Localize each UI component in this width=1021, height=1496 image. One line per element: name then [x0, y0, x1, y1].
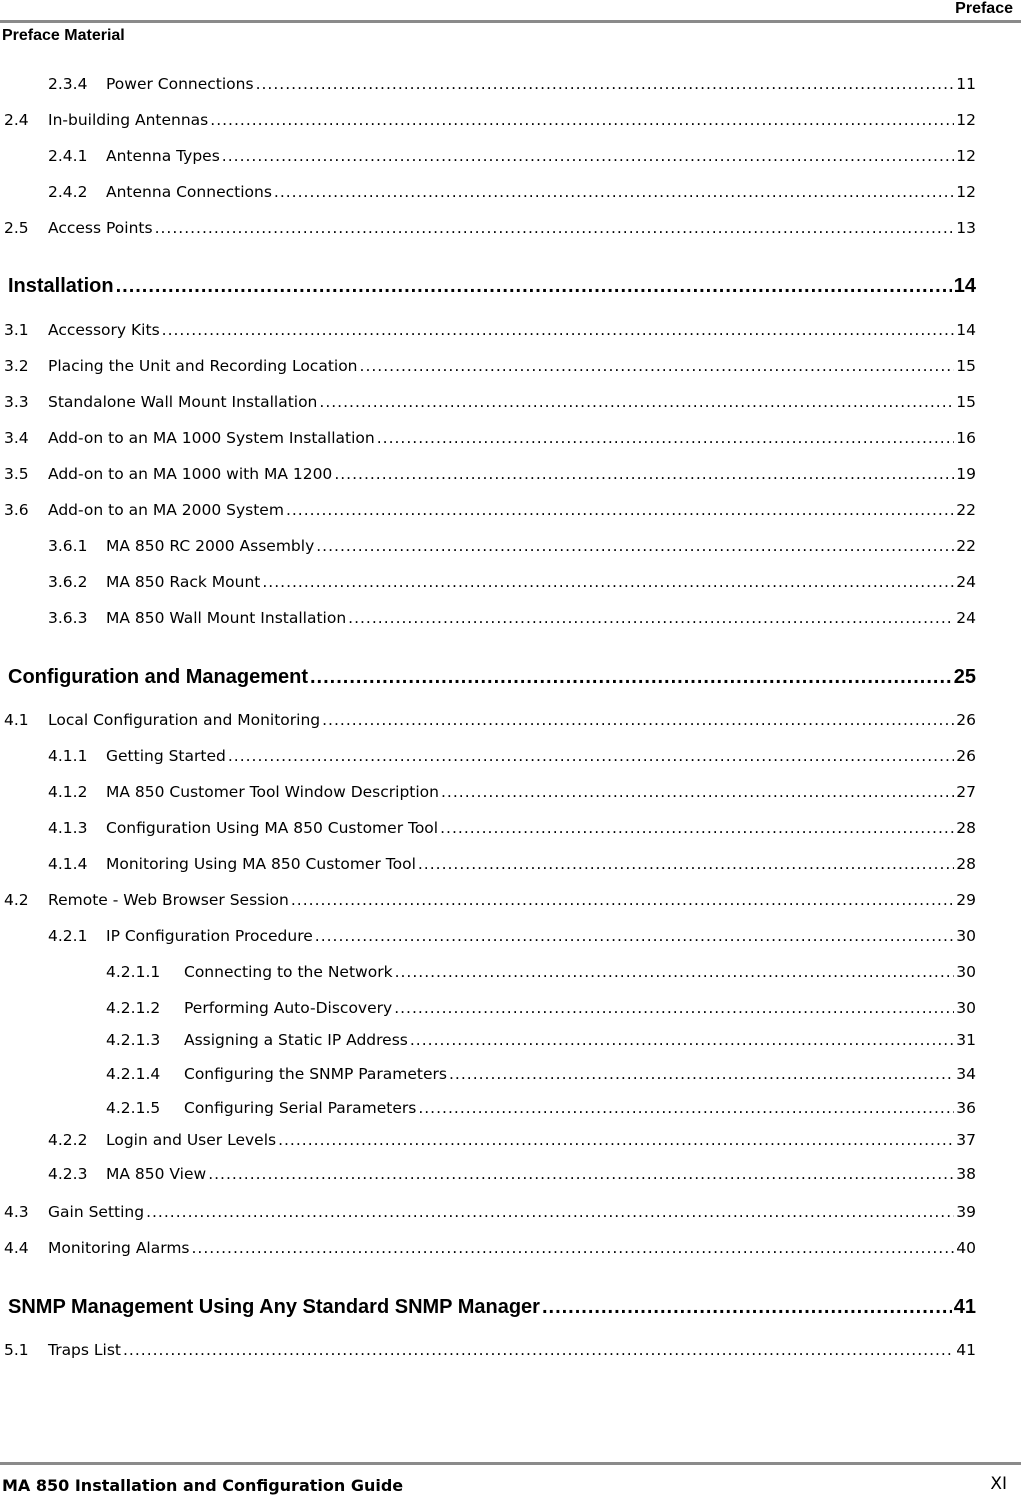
toc-entry-number: 4.2.1.5	[106, 1099, 161, 1117]
toc-entry-number: 4.1	[4, 711, 29, 729]
toc-entry-page: 15	[956, 357, 976, 375]
header-rule	[0, 20, 1021, 23]
toc-entry-page: 34	[956, 1065, 976, 1083]
toc-entry[interactable]	[4, 110, 976, 130]
toc-entry-title: MA 850 RC 2000 Assembly	[106, 537, 315, 555]
toc-dot-leader	[449, 1064, 954, 1084]
toc-entry[interactable]	[48, 608, 976, 628]
toc-entry-number: 2.4	[4, 111, 29, 129]
toc-entry[interactable]	[48, 782, 976, 802]
header-title-left: Preface Material	[2, 27, 125, 44]
toc-entry-title: Add-on to an MA 1000 with MA 1200	[48, 465, 333, 483]
toc-entry-title: Placing the Unit and Recording Location	[48, 357, 358, 375]
toc-entry-number: 4.3	[4, 1203, 29, 1221]
toc-entry-page: 31	[956, 1031, 976, 1049]
toc-chapter-entry[interactable]	[8, 1294, 976, 1320]
toc-dot-leader	[542, 1294, 952, 1320]
toc-entry-title: Installation	[8, 275, 114, 297]
toc-entry-title: Monitoring Using MA 850 Customer Tool	[106, 855, 416, 873]
toc-entry-page: 26	[956, 711, 976, 729]
footer-document-title: MA 850 Installation and Configuration Guide	[2, 1476, 404, 1495]
toc-entry-page: 37	[956, 1131, 976, 1149]
toc-entry-page: 16	[956, 429, 976, 447]
toc-entry-title: Power Connections	[106, 75, 254, 93]
toc-dot-leader	[162, 320, 955, 340]
toc-entry-number: 3.6.1	[48, 537, 88, 555]
toc-entry-page: 38	[956, 1165, 976, 1183]
toc-entry-title: Add-on to an MA 1000 System Installation	[48, 429, 375, 447]
toc-entry[interactable]	[4, 356, 976, 376]
toc-entry-number: 3.6	[4, 501, 29, 519]
toc-dot-leader	[315, 926, 954, 946]
toc-entry[interactable]	[4, 218, 976, 238]
toc-entry-number: 2.4.2	[48, 183, 88, 201]
toc-entry-title: Login and User Levels	[106, 1131, 277, 1149]
toc-entry-title: Performing Auto-Discovery	[184, 999, 393, 1017]
toc-dot-leader	[440, 818, 954, 838]
toc-dot-leader	[192, 1238, 955, 1258]
toc-entry-title: MA 850 Customer Tool Window Description	[106, 783, 439, 801]
toc-entry[interactable]	[48, 146, 976, 166]
toc-dot-leader	[377, 428, 955, 448]
toc-entry[interactable]	[106, 1064, 976, 1084]
toc-entry-page: 14	[953, 275, 976, 297]
toc-dot-leader	[210, 110, 954, 130]
toc-entry-number: 2.3.4	[48, 75, 88, 93]
toc-entry-number: 3.6.3	[48, 609, 88, 627]
toc-entry[interactable]	[4, 500, 976, 520]
toc-dot-leader	[274, 182, 954, 202]
toc-entry-page: 28	[956, 855, 976, 873]
toc-entry[interactable]	[4, 464, 976, 484]
toc-entry-number: 4.2.1.4	[106, 1065, 161, 1083]
toc-entry-title: Local Configuration and Monitoring	[48, 711, 321, 729]
toc-entry-page: 12	[956, 147, 976, 165]
toc-dot-leader	[410, 1030, 954, 1050]
toc-chapter-entry[interactable]	[8, 273, 976, 299]
toc-entry-number: 4.4	[4, 1239, 29, 1257]
toc-entry-page: 39	[956, 1203, 976, 1221]
toc-entry[interactable]	[4, 320, 976, 340]
toc-entry-page: 13	[956, 219, 976, 237]
toc-entry-number: 3.5	[4, 465, 29, 483]
toc-entry-number: 4.2.2	[48, 1131, 88, 1149]
toc-entry-title: Antenna Types	[106, 147, 220, 165]
toc-entry[interactable]	[4, 1340, 976, 1360]
toc-entry-page: 24	[956, 573, 976, 591]
toc-entry[interactable]	[48, 1130, 976, 1150]
toc-dot-leader	[319, 392, 954, 412]
toc-dot-leader	[116, 273, 952, 299]
toc-dot-leader	[310, 664, 952, 690]
toc-entry-title: In-building Antennas	[48, 111, 209, 129]
toc-entry-number: 3.4	[4, 429, 29, 447]
toc-dot-leader	[334, 464, 954, 484]
toc-entry-page: 40	[956, 1239, 976, 1257]
toc-dot-leader	[123, 1340, 954, 1360]
toc-entry-page: 41	[953, 1296, 976, 1318]
toc-dot-leader	[146, 1202, 954, 1222]
toc-entry-page: 22	[956, 501, 976, 519]
toc-entry[interactable]	[4, 428, 976, 448]
toc-entry-number: 4.2	[4, 891, 29, 909]
toc-entry-title: Configuring the SNMP Parameters	[184, 1065, 447, 1083]
toc-entry-title: Remote - Web Browser Session	[48, 891, 289, 909]
toc-entry-page: 22	[956, 537, 976, 555]
toc-entry-title: Assigning a Static IP Address	[184, 1031, 408, 1049]
toc-entry-title: MA 850 Rack Mount	[106, 573, 261, 591]
toc-entry[interactable]	[106, 998, 976, 1018]
toc-dot-leader	[291, 890, 954, 910]
toc-entry-page: 29	[956, 891, 976, 909]
toc-entry-number: 2.4.1	[48, 147, 88, 165]
toc-entry-number: 4.1.4	[48, 855, 88, 873]
toc-entry-page: 14	[956, 321, 976, 339]
toc-entry-title: MA 850 View	[106, 1165, 207, 1183]
toc-entry[interactable]	[4, 1202, 976, 1222]
toc-entry[interactable]	[106, 962, 976, 982]
toc-entry-number: 4.2.1.2	[106, 999, 161, 1017]
toc-entry-title: Monitoring Alarms	[48, 1239, 190, 1257]
toc-entry[interactable]	[106, 1098, 976, 1118]
toc-entry-page: 30	[956, 927, 976, 945]
toc-entry-number: 5.1	[4, 1341, 29, 1359]
toc-entry-title: Getting Started	[106, 747, 226, 765]
toc-entry[interactable]	[48, 572, 976, 592]
toc-dot-leader	[360, 356, 955, 376]
toc-entry[interactable]	[4, 710, 976, 730]
toc-entry[interactable]	[48, 818, 976, 838]
toc-dot-leader	[316, 536, 954, 556]
toc-dot-leader	[278, 1130, 954, 1150]
toc-entry-page: 28	[956, 819, 976, 837]
toc-entry-number: 4.2.1.1	[106, 963, 161, 981]
toc-entry[interactable]	[48, 74, 976, 94]
toc-dot-leader	[222, 146, 954, 166]
toc-dot-leader	[418, 1098, 954, 1118]
toc-dot-leader	[394, 998, 954, 1018]
toc-entry-title: Gain Setting	[48, 1203, 145, 1221]
toc-dot-leader	[228, 746, 954, 766]
toc-dot-leader	[256, 74, 955, 94]
toc-entry-page: 30	[956, 999, 976, 1017]
toc-entry-number: 4.2.3	[48, 1165, 88, 1183]
toc-entry-title: SNMP Management Using Any Standard SNMP Manager	[8, 1296, 540, 1318]
toc-entry-title: Configuration and Management	[8, 666, 308, 688]
toc-entry[interactable]	[48, 926, 976, 946]
toc-entry-number: 4.2.1.3	[106, 1031, 161, 1049]
toc-entry-title: Access Points	[48, 219, 153, 237]
toc-dot-leader	[418, 854, 954, 874]
toc-entry-page: 26	[956, 747, 976, 765]
toc-entry-page: 27	[956, 783, 976, 801]
toc-entry-number: 3.6.2	[48, 573, 88, 591]
toc-entry-number: 4.1.2	[48, 783, 88, 801]
toc-entry[interactable]	[4, 890, 976, 910]
toc-entry-page: 12	[956, 183, 976, 201]
toc-entry-title: Standalone Wall Mount Installation	[48, 393, 318, 411]
toc-entry-title: Add-on to an MA 2000 System	[48, 501, 284, 519]
toc-entry-page: 41	[956, 1341, 976, 1359]
toc-entry-number: 4.1.3	[48, 819, 88, 837]
toc-dot-leader	[441, 782, 954, 802]
toc-entry-page: 24	[956, 609, 976, 627]
header-title-right: Preface	[955, 0, 1013, 17]
toc-entry[interactable]	[48, 746, 976, 766]
toc-entry[interactable]	[48, 1164, 976, 1184]
toc-entry-title: Configuring Serial Parameters	[184, 1099, 417, 1117]
toc-chapter-entry[interactable]	[8, 664, 976, 690]
toc-dot-leader	[262, 572, 954, 592]
toc-dot-leader	[286, 500, 954, 520]
toc-entry-number: 4.1.1	[48, 747, 88, 765]
toc-entry-number: 2.5	[4, 219, 29, 237]
toc-entry-title: Accessory Kits	[48, 321, 160, 339]
toc-entry-title: Antenna Connections	[106, 183, 272, 201]
toc-entry[interactable]	[48, 182, 976, 202]
toc-entry-page: 12	[956, 111, 976, 129]
toc-entry-title: Configuration Using MA 850 Customer Tool	[106, 819, 439, 837]
toc-entry-number: 3.1	[4, 321, 29, 339]
footer-page-number: XI	[990, 1474, 1007, 1494]
footer-rule	[0, 1462, 1021, 1465]
toc-entry[interactable]	[48, 854, 976, 874]
toc-dot-leader	[155, 218, 955, 238]
toc-entry-page: 15	[956, 393, 976, 411]
toc-entry[interactable]	[4, 1238, 976, 1258]
toc-entry-page: 25	[953, 666, 976, 688]
toc-entry[interactable]	[4, 392, 976, 412]
toc-dot-leader	[395, 962, 955, 982]
toc-entry-page: 11	[956, 75, 976, 93]
toc-entry-number: 3.2	[4, 357, 29, 375]
toc-entry[interactable]	[106, 1030, 976, 1050]
toc-dot-leader	[348, 608, 954, 628]
toc-entry-page: 19	[956, 465, 976, 483]
toc-entry-title: Connecting to the Network	[184, 963, 393, 981]
toc-entry[interactable]	[48, 536, 976, 556]
toc-entry-title: MA 850 Wall Mount Installation	[106, 609, 347, 627]
toc-entry-number: 3.3	[4, 393, 29, 411]
toc-entry-title: IP Configuration Procedure	[106, 927, 313, 945]
toc-entry-title: Traps List	[48, 1341, 121, 1359]
toc-entry-number: 4.2.1	[48, 927, 88, 945]
toc-dot-leader	[208, 1164, 954, 1184]
toc-entry-page: 30	[956, 963, 976, 981]
toc-entry-page: 36	[956, 1099, 976, 1117]
toc-dot-leader	[322, 710, 954, 730]
